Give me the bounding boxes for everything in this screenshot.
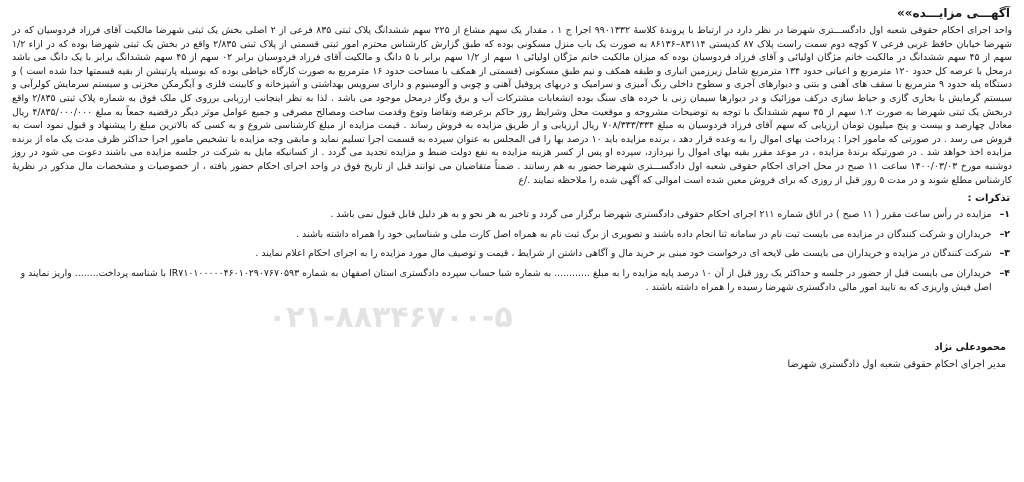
signer-name: محمودعلی نژاد (934, 342, 1006, 354)
auction-notice (8, 0, 1016, 482)
signer-role: مدیر اجرای احکام حقوقی شعبه اول دادگستری شهرضا (787, 359, 1006, 371)
note-text: خریداران و شرکت کنندگان در مزایده می بایست ثبت نام در سامانه ثنا انجام داده باشند و تصویری از برگ ثبت نام به همراه اصل کارت ملی و شناسایی خود را همراه داشته باشند . (296, 228, 992, 240)
note-text: خریداران می بایست قبل از حضور در جلسه و حداکثر یک روز قبل از آن ۱۰ درصد پایه مزایده را به مبلغ ............ به شماره شبا حساب سپرده دادگستری استان اصفهان به شماره IR۷۱۰۱۰۰۰۰۰۴۶۰۱۰۲۹۰۷۶۷۰۵۹۳ با شناسه پرداخت........ واریز نمایند و اصل فیش واریزی که به تایید امور مالی دادگستری شهرضا رسیده را همراه داشته باشند . (20, 267, 992, 293)
note-number: ۳– (999, 248, 1010, 260)
note-number: ۴– (999, 267, 1010, 279)
note-text: شرکت کنندگان در مزایده و خریداران می بایست طی لایحه ای درخواست خود مبنی بر خرید مال و آگاهی داشتن از شرایط ، قیمت و توصیف مال مورد مزایده را به اجرای احکام اعلام نمایند . (255, 248, 992, 260)
note-item (14, 247, 1010, 261)
note-item (14, 208, 1010, 222)
phone-watermark-row (8, 300, 1016, 336)
phone-watermark: ۰۲۱-۸۸۳۴۶۷۰۰-۵ (268, 300, 513, 336)
note-item (14, 228, 1010, 242)
note-number: ۱– (999, 209, 1010, 221)
note-text: مزایده در رأس ساعت مقرر ( ۱۱ صبح ) در اتاق شماره ۲۱۱ اجرای احکام حقوقی دادگستری شهرضا برگزار می گردد و تاخیر به هر نحو و به هر دلیل قابل قبول نمی باشد . (330, 209, 992, 221)
note-number: ۲– (999, 228, 1010, 240)
notice-body: واحد اجرای احکام حقوقی شعبه اول دادگســـتری شهرضا در نظر دارد در ارتباط با پروندۀ کلاسۀ ۹۹۰۱۳۳۲ اجرا ج ۱ ، مقدار یک سهم مشاع از ۲۲۵ سهم ششدانگ پلاک ثبتی ۸۳۵ فرعی از ۲ اصلی بخش یک ثبتی شهرضا مالکیت آقای فرزاد فردوسیان که در شهرضا خیابان حافظ غربی فرعی ۷ کوچه دوم سمت راست پلاک ۸۷ کدپستی ۸۳۱۱۴–۸۶۱۳۶ به صورت یک باب منزل مسکونی بوده که طبق گزارش کارشناس محترم امور ثبتی قسمتی از پلاک ثبتی ۲/۸۳۵ واقع در بخش یک ثبتی شهرضا بوده که در ازاء ۱/۲ سهم از ۴۵ سهم ششدانگ در مالکیت خانم مژگان اولیائی و آقای فرزاد فردوسیان بوده که میزان مالکیت خانم مژگان اولیائی ۱ سهم از ۱/۲ سهم برابر با ۵ دانگ و مالکیت آقای فرزاد فردوسیان برابر ۰۲ سهم از ۴۵ سهم ششدانگ برابر با یک دانگ می باشد درمحل با عرصه کل حدود ۱۲۰ مترمربع و اعیانی حدود ۱۳۴ مترمربع شامل زیرزمین انباری و طبقه همکف و نیم طبق مسکونی (قسمتی از همکف با مساحت حدود ۱۶ مترمربع به صورت کارگاه خیاطی بوده که بوسیله پارتیشن از بقیه قسمتها جدا شده است ) و دستگاه پله حدود ۹ مترمربع با سقف های آهنی و بتنی و دیوارهای آجری و سطوح داخلی رنگ آمیزی و سرامیک و دربهای پروفیل آهنی و چوبی و آلومینیوم و دارای سرویس بهداشتی و آشپزخانه و کابینت فلزی و آیگرمکن مخزنی و سیستم سرمایش کولرآبی و سیستم گرمایش با بخاری گازی و حیاط سازی درکف موزائیک و در دیوارها سیمان زنی با خرده های سنگ بوده انشعابات مشترکات آب و برق وگاز درمحل موجود می باشد . لذا به نظر اینجانب ارزیابی برروی کل ملک فوق به شماره پلاک ثبتی ۲/۸۳۵ واقع دربخش یک ثبتی شهرضا به صورت ۱.۲ سهم از ۴۵ سهم ششدانگ با توجه به توضیحات مشروحه و موقعیت محل وشرایط روز حاکم برعرضه وتقاضا وتوع وقدمت ساخت ومصالح مصرفی و جمیع عوامل موثر دیگر درقضیه جمعاً به مبلغ ۴/۸۳۵/۰۰۰/۰۰۰ ریال معادل چهارصد و بیست و پنج میلیون تومان ارزیابی که سهم آقای فرزاد فردوسیان به مبلغ ۷۰۸/۳۳۳/۳۳۴ ریال ارزیابی و از طریق مزایده به فروش رساند . قیمت مزایده از مبلغ کارشناسی شروع و به کسی که بالاترین مبلغ را پیشنهاد و قبول نمود است به فروش می رسد . در صورتی که مامور اجرا : پرداخت بهای اموال را به وعده قرار دهد ، برنده مزایده باید ۱۰ درصد بها را فی المجلس به عنوان سپرده به قسمت اجرا تسلیم نماید و مابقی وجه مزایده با تشخیص مامور اجرا حداکثر ظرف مدت یک ماه از برنده مزایده اخذ خواهد شد . در صورتیکه برندۀ مزایده ، در موعد مقرر بقیه بهای اموال را نپردازد، سپرده او پس از کسر هزینه مزایده به نفع دولت ضبط و مزایده تجدید می گردد . از کسانیکه مایل به شرکت در جلسه مزایده می باشند دعوت می شود در روز دوشنبه مورخ ۱۴۰۰/۰۳/۰۳ ساعت ۱۱ صبح در محل اجرای احکام حقوقی شعبه اول دادگســـتری شهرضا حضور به هم رسانند . ضمناً متقاضیان می توانند قبل از تاریخ فوق در واحد اجرای احکام حضور یافته ، از خصوصیات و مشخصات مال مذکور در نظریهٔ کارشناس مطلع شوند و در مدت ۵ روز قبل از روزی که برای فروش معین شده است اموالی که آگهی شده را ملاحظه نمایند ./ع (12, 25, 1012, 186)
notes-header: تذکرات : (967, 193, 1010, 205)
note-item (14, 267, 1010, 294)
notice-title: آگهـــی مزایـــده»» (897, 6, 1010, 20)
